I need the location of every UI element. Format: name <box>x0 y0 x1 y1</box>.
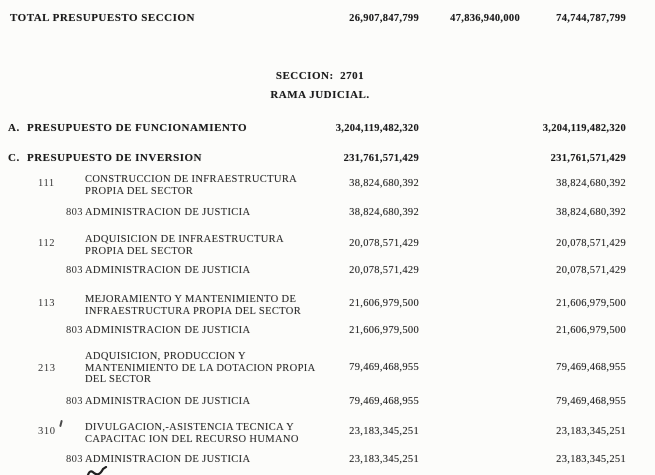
program-amount-col3: 38,824,680,392 <box>556 178 626 189</box>
description-line: MEJORAMIENTO Y MANTENIMIENTO DE <box>85 294 297 305</box>
summary-label: PRESUPUESTO DE INVERSION <box>27 152 203 164</box>
program-amount-col1: 20,078,571,429 <box>349 238 419 249</box>
total-amount-col1: 26,907,847,799 <box>349 13 419 24</box>
summary-amount-col1: 3,204,119,482,320 <box>335 123 419 134</box>
program-amount-col1: 21,606,979,500 <box>349 298 419 309</box>
description-line: CAPACITAC ION DEL RECURSO HUMANO <box>85 433 299 445</box>
subprogram-amount-col1: 21,606,979,500 <box>349 325 419 336</box>
summary-prefix: C. <box>8 152 20 164</box>
summary-amount-col3: 3,204,119,482,320 <box>542 123 626 134</box>
subprogram-label: ADMINISTRACION DE JUSTICIA <box>85 325 251 336</box>
description-line: CONSTRUCCION DE INFRAESTRUCTURA <box>85 174 298 185</box>
program-amount-col1: 38,824,680,392 <box>349 178 419 189</box>
summary-amount-col1: 231,761,571,429 <box>343 153 419 164</box>
program-code: 112 <box>38 238 56 249</box>
program-amount-col3: 23,183,345,251 <box>556 426 626 437</box>
summary-prefix: A. <box>8 122 20 134</box>
subprogram-amount-col1: 20,078,571,429 <box>349 265 419 276</box>
program-description <box>85 174 297 197</box>
total-presupuesto-label: TOTAL PRESUPUESTO SECCION <box>10 12 195 24</box>
subprogram-code: 803 <box>66 325 83 336</box>
description-line: MANTENIMIENTO DE LA DOTACION PROPIA <box>85 362 316 374</box>
program-code: 113 <box>38 298 56 309</box>
subprogram-code: 803 <box>66 265 83 276</box>
description-line: DIVULGACION,-ASISTENCIA TECNICA Y <box>85 422 295 433</box>
program-description <box>85 234 284 257</box>
section-number: SECCION: 2701 <box>275 70 365 82</box>
summary-label: PRESUPUESTO DE FUNCIONAMIENTO <box>27 122 248 134</box>
description-line: INFRAESTRUCTURA PROPIA DEL SECTOR <box>85 305 302 317</box>
scan-artifact-stroke <box>86 466 108 475</box>
description-line: ADQUISICION DE INFRAESTRUCTURA <box>85 234 284 245</box>
subprogram-amount-col3: 23,183,345,251 <box>556 454 626 465</box>
total-amount-col2: 47,836,940,000 <box>450 13 520 24</box>
subprogram-amount-col3: 79,469,468,955 <box>556 396 626 407</box>
program-description <box>85 422 299 445</box>
subprogram-label: ADMINISTRACION DE JUSTICIA <box>85 454 251 465</box>
description-line: ADQUISICION, PRODUCCION Y <box>85 351 246 362</box>
program-code: 310 <box>38 426 56 437</box>
total-amount-col3: 74,744,787,799 <box>556 13 626 24</box>
section-name: RAMA JUDICIAL. <box>270 89 370 101</box>
description-line: DEL SECTOR <box>85 374 152 385</box>
program-description <box>85 294 301 317</box>
summary-amount-col3: 231,761,571,429 <box>550 153 626 164</box>
program-amount-col3: 20,078,571,429 <box>556 238 626 249</box>
subprogram-amount-col3: 20,078,571,429 <box>556 265 626 276</box>
subprogram-amount-col1: 79,469,468,955 <box>349 396 419 407</box>
description-line: PROPIA DEL SECTOR <box>85 245 194 257</box>
description-line: PROPIA DEL SECTOR <box>85 185 194 197</box>
subprogram-label: ADMINISTRACION DE JUSTICIA <box>85 396 251 407</box>
subprogram-code: 803 <box>66 454 83 465</box>
subprogram-label: ADMINISTRACION DE JUSTICIA <box>85 207 251 218</box>
program-amount-col1: 23,183,345,251 <box>349 426 419 437</box>
subprogram-amount-col3: 38,824,680,392 <box>556 207 626 218</box>
program-code: 213 <box>38 363 56 374</box>
subprogram-amount-col1: 23,183,345,251 <box>349 454 419 465</box>
program-code: 111 <box>38 178 55 189</box>
program-amount-col3: 79,469,468,955 <box>556 362 626 373</box>
subprogram-label: ADMINISTRACION DE JUSTICIA <box>85 265 251 276</box>
subprogram-code: 803 <box>66 396 83 407</box>
scan-artifact-tick <box>59 420 63 427</box>
program-amount-col1: 79,469,468,955 <box>349 362 419 373</box>
program-amount-col3: 21,606,979,500 <box>556 298 626 309</box>
subprogram-amount-col3: 21,606,979,500 <box>556 325 626 336</box>
subprogram-code: 803 <box>66 207 83 218</box>
subprogram-amount-col1: 38,824,680,392 <box>349 207 419 218</box>
